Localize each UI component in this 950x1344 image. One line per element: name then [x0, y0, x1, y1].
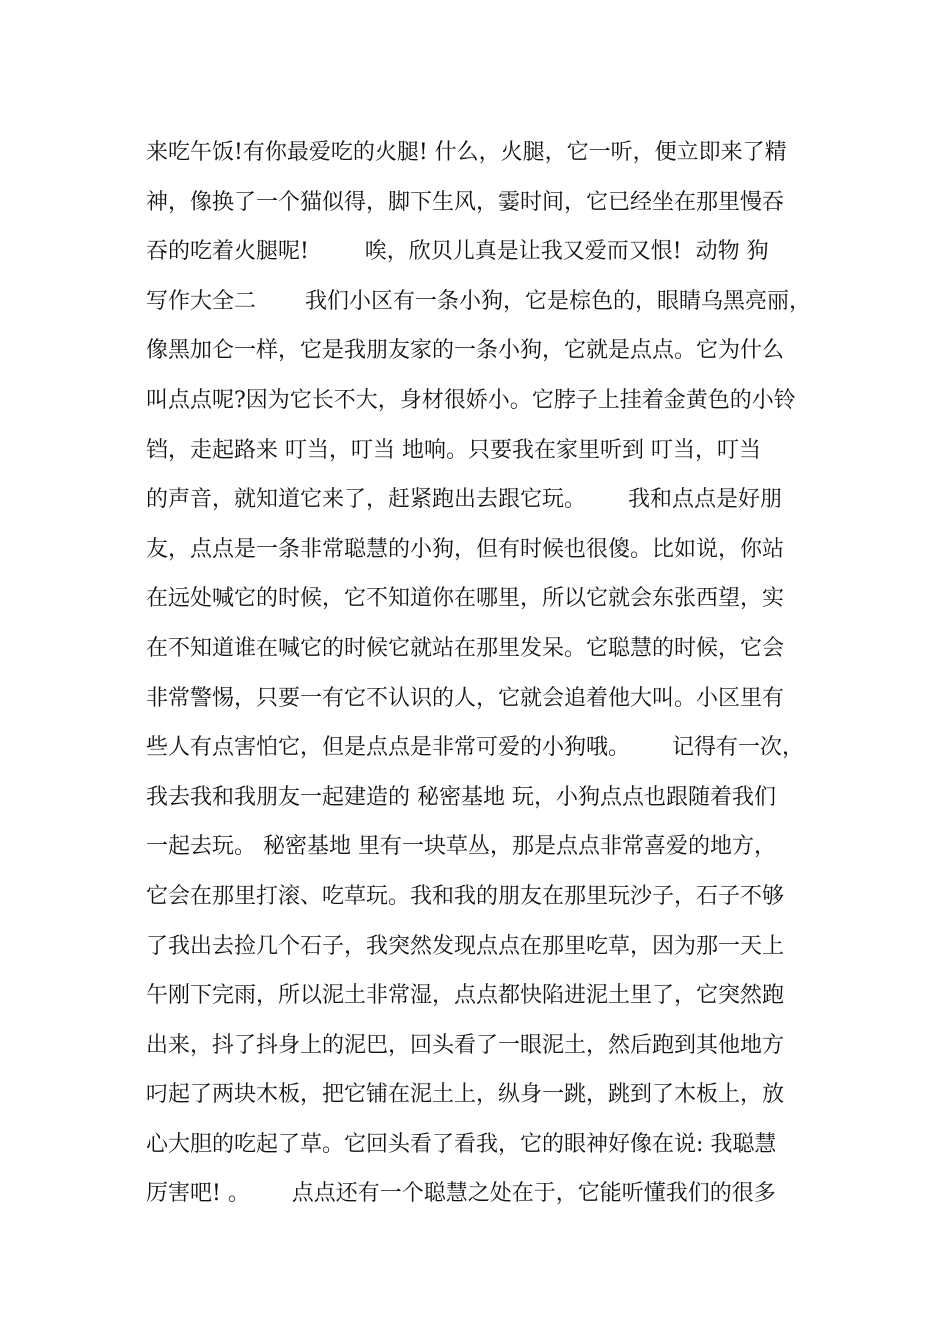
text-line: 友，点点是一条非常聪慧的小狗，但有时候也很傻。比如说，你站: [146, 536, 785, 562]
text-line: 午刚下完雨，所以泥土非常湿，点点都快陷进泥土里了，它突然跑: [146, 983, 785, 1009]
text-line: 我去我和我朋友一起建造的 秘密基地 玩，小狗点点也跟随着我们: [146, 784, 776, 810]
text-line: 铛，走起路来 叮当，叮当 地响。只要我在家里听到 叮当，叮当: [146, 437, 761, 463]
text-line: 叫点点呢?因为它长不大，身材很娇小。它脖子上挂着金黄色的小铃: [146, 387, 796, 413]
text-line: 非常警惕，只要一有它不认识的人，它就会追着他大叫。小区里有: [146, 685, 785, 711]
text-line: 它会在那里打滚、吃草玩。我和我的朋友在那里玩沙子，石子不够: [146, 883, 785, 909]
text-line: 在不知道谁在喊它的时候它就站在那里发呆。它聪慧的时候，它会: [146, 635, 785, 661]
text-line: 写作大全二 我们小区有一条小狗，它是棕色的，眼睛乌黑亮丽，: [146, 288, 811, 314]
body-text: [146, 133, 826, 1224]
text-line: 来吃午饭!有你最爱吃的火腿! 什么，火腿，它一听，便立即来了精: [146, 140, 787, 165]
text-line: 像黑加仑一样，它是我朋友家的一条小狗，它就是点点。它为什么: [146, 338, 785, 364]
text-line: 吞的吃着火腿呢! 唉，欣贝儿真是让我又爱而又恨! 动物 狗: [146, 239, 769, 265]
text-line: 心大胆的吃起了草。它回头看了看我，它的眼神好像在说: 我聪慧: [146, 1131, 777, 1157]
text-line: 些人有点害怕它，但是点点是非常可爱的小狗哦。 记得有一次，: [146, 735, 804, 761]
text-line: 出来，抖了抖身上的泥巴，回头看了一眼泥土，然后跑到其他地方: [146, 1032, 785, 1058]
text-line: 一起去玩。 秘密基地 里有一块草丛，那是点点非常喜爱的地方，: [146, 834, 776, 860]
text-line: 厉害吧! 。 点点还有一个聪慧之处在于，它能听懂我们的很多: [146, 1181, 776, 1207]
text-line: 了我出去捡几个石子，我突然发现点点在那里吃草，因为那一天上: [146, 933, 785, 959]
text-line: 的声音，就知道它来了，赶紧跑出去跟它玩。 我和点点是好朋: [146, 487, 782, 513]
text-line: 叼起了两块木板，把它铺在泥土上，纵身一跳，跳到了木板上，放: [146, 1082, 785, 1108]
text-line: 神，像换了一个猫似得，脚下生风，霎时间，它已经坐在那里慢吞: [146, 189, 785, 215]
text-line: 在远处喊它的时候，它不知道你在哪里，所以它就会东张西望，实: [146, 586, 785, 612]
